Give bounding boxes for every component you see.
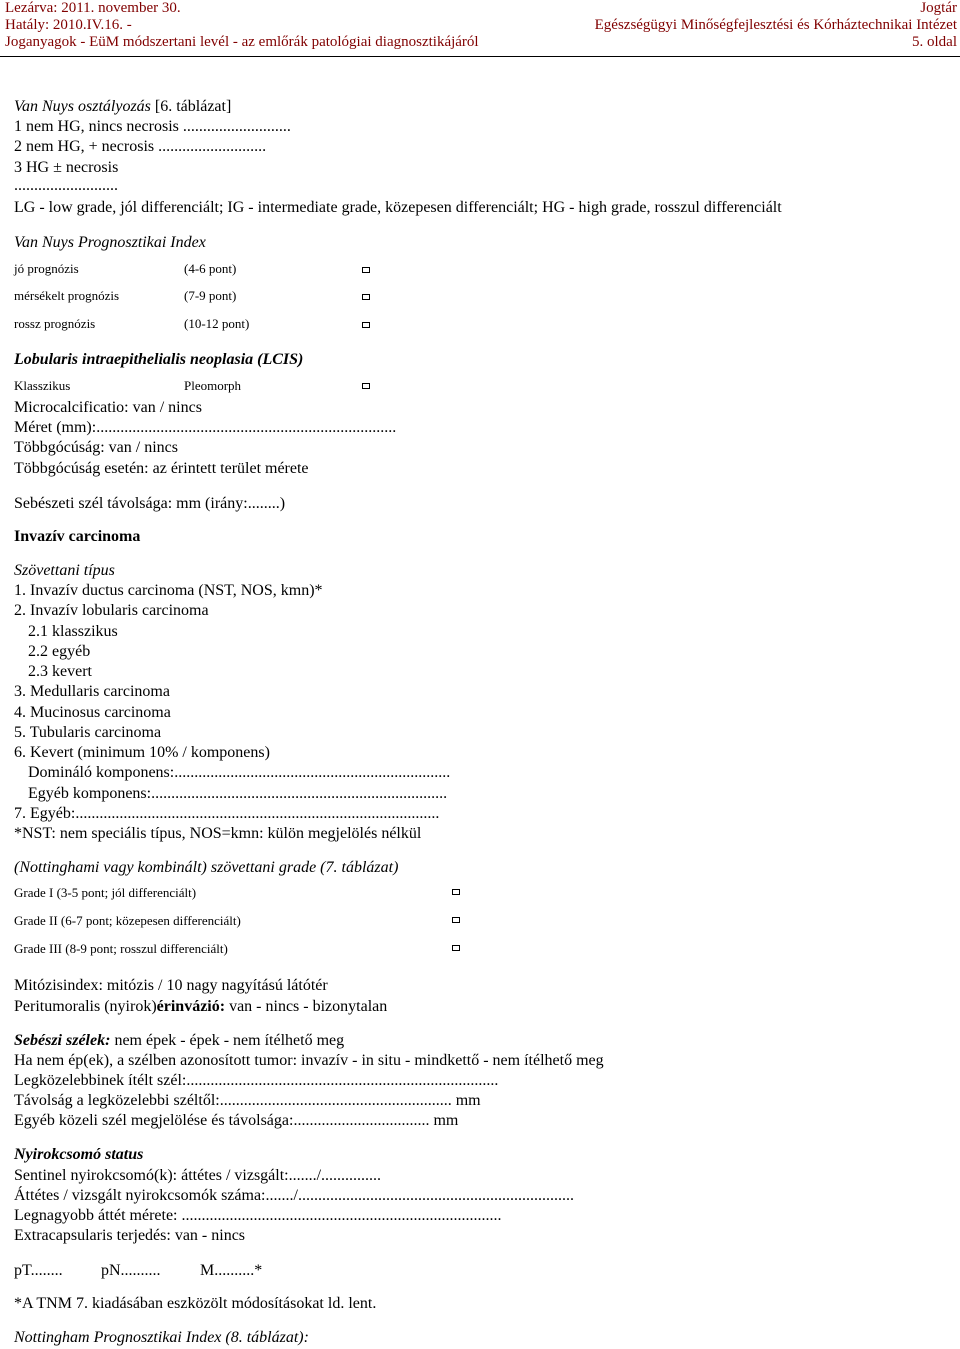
margins-line-1: Ha nem ép(ek), a szélben azonosított tumor: invazív - in situ - mindkettő - nem ítélhető meg <box>14 1052 604 1069</box>
histo-type-1: 1. Invazív ductus carcinoma (NST, NOS, kmn)* <box>14 582 323 599</box>
vnpi-title: Van Nuys Prognosztikai Index <box>14 234 206 251</box>
vnpi-label: jó prognózis <box>14 261 79 276</box>
vannuys-line-4: .......................... <box>14 177 118 194</box>
page-number: 5. oldal <box>912 34 957 50</box>
nodes-line-4: Extracapsularis terjedés: van - nincs <box>14 1227 246 1244</box>
vannuys-ref: [6. táblázat] <box>154 98 232 115</box>
histo-type-3: 3. Medullaris carcinoma <box>14 683 170 700</box>
checkbox-grade-2 <box>452 917 460 923</box>
lcis-multifocal: Többgócúság: van / nincs <box>14 439 178 456</box>
peritumoral-label: Peritumoralis (nyirok) <box>14 998 157 1015</box>
vnpi-points: (4-6 pont) <box>184 261 237 276</box>
histo-type-2-3: 2.3 kevert <box>28 663 92 680</box>
histo-type-title: Szövettani típus <box>14 562 115 579</box>
histo-type-2: 2. Invazív lobularis carcinoma <box>14 602 209 619</box>
histo-type-6: 6. Kevert (minimum 10% / komponens) <box>14 744 270 761</box>
lcis-size: Méret (mm):........................................................................... <box>14 419 397 436</box>
checkbox-pleomorph <box>362 383 370 389</box>
grade-title: (Nottinghami vagy kombinált) szövettani grade (7. táblázat) <box>14 859 399 876</box>
grade-row-1: Grade I (3-5 pont; jól differenciált) <box>14 885 197 900</box>
margins-line-2: Legközelebbinek ítélt szél:.............................................................................. <box>14 1072 499 1089</box>
vnpi-row-good <box>14 259 237 278</box>
nodes-title: Nyirokcsomó status <box>14 1146 144 1163</box>
peritumoral-options: van - nincs - bizonytalan <box>225 998 388 1015</box>
vnpi-row-moderate <box>14 286 237 305</box>
page-header <box>0 0 960 57</box>
brand-name: Jogtár <box>920 0 957 16</box>
margins-line-4: Egyéb közeli szél megjelölése és távolsága:.................................. mm <box>14 1112 459 1129</box>
lcis-multifocal-area: Többgócúság esetén: az érintett terület mérete <box>14 460 309 477</box>
vannuys-line-3: 3 HG ± necrosis <box>14 159 119 176</box>
vannuys-heading <box>14 97 231 116</box>
histo-type-2-2: 2.2 egyéb <box>28 643 91 660</box>
source-title: Joganyagok - EüM módszertani levél - az emlőrák patológiai diagnosztikájáról <box>5 34 479 50</box>
margins-title: Sebészi szélek: <box>14 1032 111 1049</box>
vnpi-points: (7-9 pont) <box>184 288 237 303</box>
checkbox-grade-1 <box>452 889 460 895</box>
checkbox-grade-3 <box>452 945 460 951</box>
tnm-pt: pT........ <box>14 1262 63 1279</box>
closing-date: Lezárva: 2011. november 30. <box>5 0 181 16</box>
peritumoral-invasion <box>14 997 387 1016</box>
tnm-m: M..........* <box>200 1262 263 1279</box>
effect-date: Hatály: 2010.IV.16. - <box>5 17 132 33</box>
histo-type-5: 5. Tubularis carcinoma <box>14 724 162 741</box>
institute-name: Egészségügyi Minőségfejlesztési és Kórháztechnikai Intézet <box>594 17 957 33</box>
mitosis-index: Mitózisindex: mitózis / 10 nagy nagyítású látótér <box>14 977 328 994</box>
checkbox-poor-prognosis <box>362 322 370 328</box>
vascular-invasion-label: érinvázió: <box>156 998 226 1015</box>
nodes-line-3: Legnagyobb áttét mérete: ................................................................................ <box>14 1207 502 1224</box>
histo-type-2-1: 2.1 klasszikus <box>28 623 118 640</box>
tnm-note: *A TNM 7. kiadásában eszközölt módosításokat ld. lent. <box>14 1295 377 1312</box>
lcis-microcalc: Microcalcificatio: van / nincs <box>14 399 202 416</box>
lcis-types <box>14 376 242 395</box>
checkbox-good-prognosis <box>362 267 370 273</box>
histo-type-7: 7. Egyéb:........................................................................................... <box>14 805 440 822</box>
nodes-line-2: Áttétes / vizsgált nyirokcsomók száma:......./..................................................................... <box>14 1187 574 1204</box>
checkbox-moderate-prognosis <box>362 294 370 300</box>
histo-dominant: Domináló komponens:..................................................................... <box>28 764 451 781</box>
margins-heading <box>14 1031 344 1050</box>
margins-line-3: Távolság a legközelebbi széltől:.......................................................... mm <box>14 1092 481 1109</box>
grade-row-2: Grade II (6-7 pont; közepesen differenciált) <box>14 913 241 928</box>
grade-row-3: Grade III (8-9 pont; rosszul differenciált) <box>14 941 228 956</box>
invasive-title: Invazív carcinoma <box>14 528 141 545</box>
lcis-type-pleomorph: Pleomorph <box>184 378 242 393</box>
vnpi-label: rossz prognózis <box>14 316 96 331</box>
margins-options: nem épek - épek - nem ítélhető meg <box>110 1032 345 1049</box>
vannuys-line-2: 2 nem HG, + necrosis ........................... <box>14 138 267 155</box>
nodes-line-1: Sentinel nyirokcsomó(k): áttétes / vizsgált:......./............... <box>14 1167 382 1184</box>
tnm-pn: pN.......... <box>101 1262 161 1279</box>
histo-other-component: Egyéb komponens:.......................................................................... <box>28 785 448 802</box>
vnpi-label: mérsékelt prognózis <box>14 288 120 303</box>
lcis-title: Lobularis intraepithelialis neoplasia (LCIS) <box>14 351 304 368</box>
histo-note: *NST: nem speciális típus, NOS=kmn: külön megjelölés nélkül <box>14 825 422 842</box>
vnpi-points: (10-12 pont) <box>184 316 250 331</box>
vannuys-legend: LG - low grade, jól differenciált; IG - intermediate grade, közepesen differenciált; HG - high grade, rosszul differenciált <box>14 199 782 216</box>
vannuys-line-1: 1 nem HG, nincs necrosis ........................... <box>14 118 291 135</box>
vnpi-row-poor <box>14 314 250 333</box>
npi-title: Nottingham Prognosztikai Index (8. táblázat): <box>14 1329 309 1346</box>
lcis-type-classic: Klasszikus <box>14 378 71 393</box>
histo-type-4: 4. Mucinosus carcinoma <box>14 704 171 721</box>
vannuys-title: Van Nuys osztályozás <box>14 98 151 115</box>
lcis-margin: Sebészeti szél távolsága: mm (irány:........) <box>14 495 286 512</box>
